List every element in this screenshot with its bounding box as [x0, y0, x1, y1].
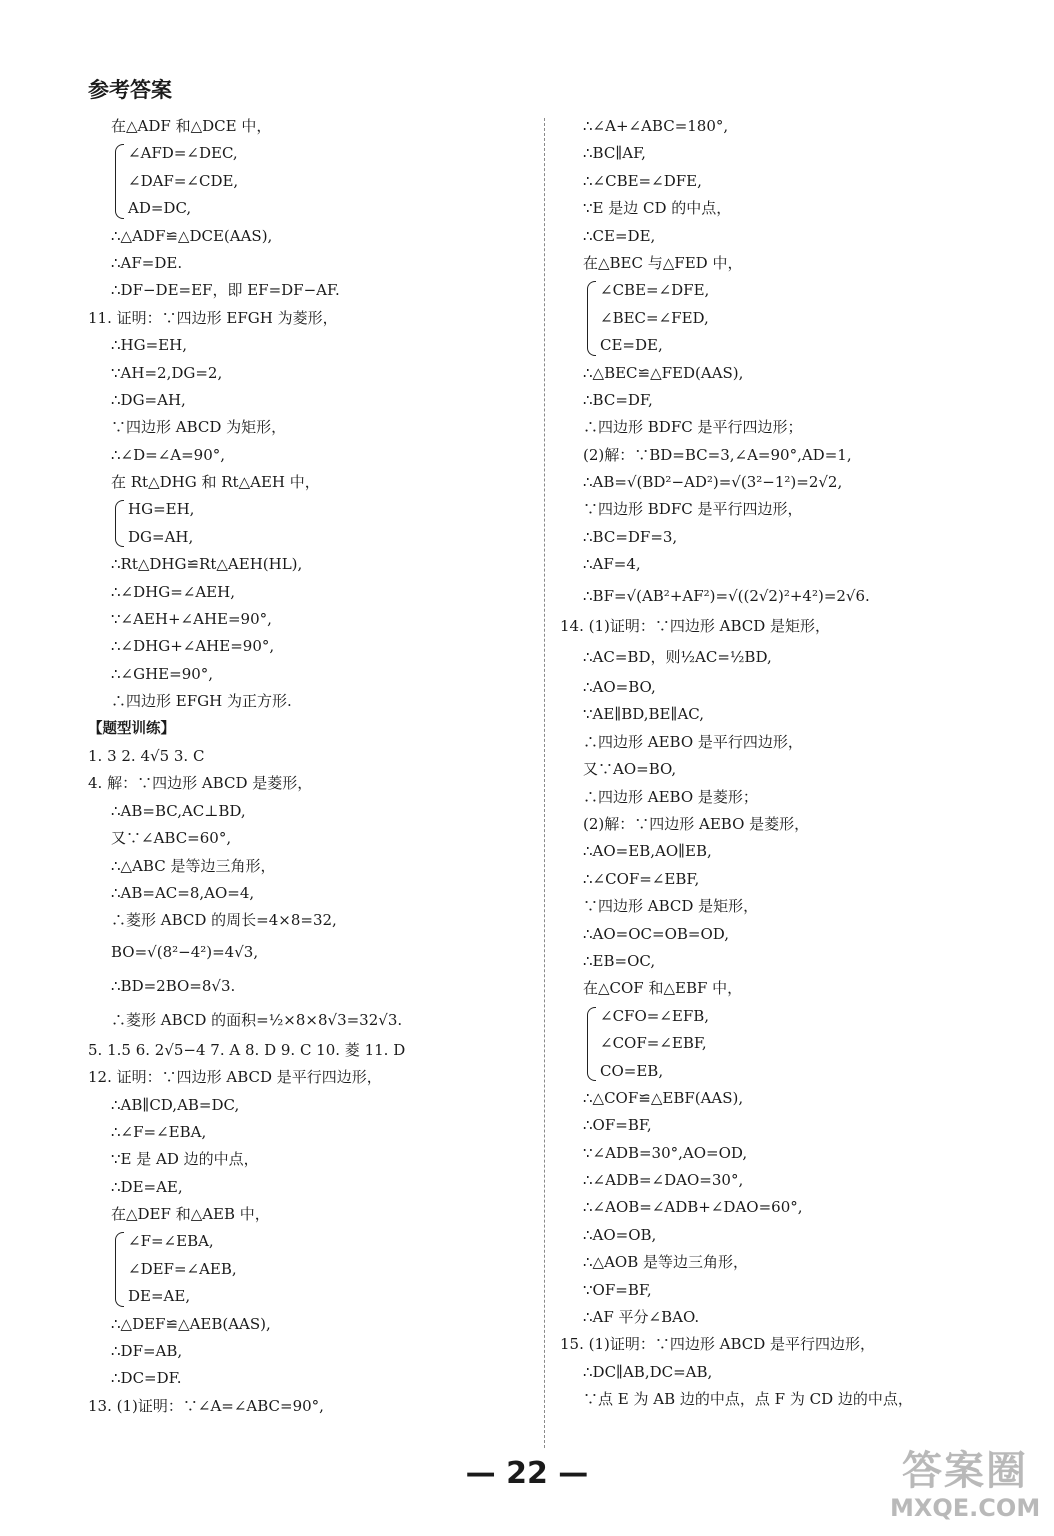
answer-line: 1. 3 2. 4√5 3. C [88, 746, 205, 765]
answer-line: 在△DEF 和△AEB 中， [111, 1205, 270, 1224]
answer-line: ∴△COF≌△EBF(AAS), [583, 1088, 744, 1107]
answer-line: 15. (1)证明：∵四边形 ABCD 是平行四边形， [560, 1335, 876, 1354]
brace-group [560, 1003, 1030, 1085]
answer-line: ∵OF=BF, [583, 1280, 652, 1299]
answer-line: ∠DAF=∠CDE, [128, 171, 239, 190]
answer-line: CO=EB, [600, 1061, 664, 1080]
answer-line: ∴CE=DE, [583, 226, 656, 245]
answer-line: ∴AF=4, [583, 555, 641, 574]
answer-line: 在△COF 和△EBF 中， [583, 979, 743, 998]
answer-line: 【题型训练】 [88, 720, 175, 737]
answer-line: ∵∠AEH+∠AHE=90°, [111, 610, 272, 629]
page-number: — 22 — [465, 1456, 589, 1491]
answer-line: ∴四边形 BDFC 是平行四边形； [583, 418, 803, 437]
answer-line: ∠AFD=∠DEC, [128, 144, 238, 163]
answer-line: ∴∠DHG+∠AHE=90°, [111, 637, 275, 656]
answer-line: ∴△BEC≌△FED(AAS), [583, 363, 744, 382]
answer-line: ∴DF=AB, [111, 1342, 183, 1361]
answer-line: 13. (1)证明：∵∠A=∠ABC=90°, [88, 1396, 324, 1415]
answer-line: ∴四边形 AEBO 是平行四边形， [583, 732, 803, 751]
answer-line: ∵E 是边 CD 的中点， [583, 199, 732, 218]
answer-line: (2)解：∵BD=BC=3,∠A=90°,AD=1, [583, 445, 852, 464]
answer-line: ∴AO=BO, [583, 678, 656, 697]
answer-line: ∴AB=AC=8,AO=4, [111, 883, 255, 902]
answer-line: 在△ADF 和△DCE 中， [111, 117, 272, 135]
answer-line: CE=DE, [600, 336, 663, 355]
answer-line: ∠BEC=∠FED, [600, 308, 709, 327]
answer-line: ∴∠D=∠A=90°, [111, 445, 226, 464]
answer-line: ∴AB=BC,AC⊥BD, [111, 801, 246, 820]
answer-line: ∴∠A+∠ABC=180°, [583, 117, 729, 135]
answer-line: ∴∠CBE=∠DFE, [583, 171, 702, 190]
answer-line: ∴∠ADB=∠DAO=30°, [583, 1171, 744, 1190]
answer-line: ∴四边形 EFGH 为正方形. [111, 692, 292, 711]
answer-line: ∴Rt△DHG≌Rt△AEH(HL), [111, 555, 303, 574]
answer-line: ∠CFO=∠EFB, [600, 1006, 710, 1025]
answer-line: ∴AF=DE. [111, 253, 183, 272]
column-divider [544, 118, 545, 1448]
answer-line: ∴菱形 ABCD 的面积=½×8×8√3=32√3. [111, 1010, 403, 1029]
answer-line: ∴BD=2BO=8√3. [111, 976, 236, 995]
answer-line: 14. (1)证明：∵四边形 ABCD 是矩形， [560, 616, 831, 635]
answer-line: HG=EH, [128, 500, 195, 519]
answer-line: ∴△ADF≌△DCE(AAS), [111, 226, 273, 245]
answer-line: ∴DC∥AB,DC=AB, [583, 1362, 713, 1381]
answer-line: ∴∠DHG=∠AEH, [111, 582, 235, 601]
answer-line: 又∵∠ABC=60°, [111, 829, 232, 848]
brace-group [88, 496, 528, 551]
answer-line: BO=√(8²−4²)=4√3, [111, 942, 259, 961]
answer-line: ∵∠ADB=30°,AO=OD, [583, 1143, 748, 1162]
brace-group [560, 277, 1030, 359]
answer-line: (2)解：∵四边形 AEBO 是菱形， [583, 814, 810, 833]
answer-line: ∴△DEF≌△AEB(AAS), [111, 1314, 271, 1333]
answer-line: ∠F=∠EBA, [128, 1232, 214, 1251]
answer-line: ∴AB=√(BD²−AD²)=√(3²−1²)=2√2, [583, 473, 843, 492]
answer-line: ∴四边形 AEBO 是菱形； [583, 787, 758, 806]
answer-line: AD=DC, [128, 199, 192, 218]
answer-line: ∴AB∥CD,AB=DC, [111, 1095, 240, 1114]
answer-line: ∴AC=BD，则½AC=½BD, [583, 648, 772, 667]
answer-line: ∵四边形 ABCD 是矩形， [583, 897, 759, 916]
answer-line: ∴DG=AH, [111, 390, 186, 409]
answer-line: ∴AO=OB, [583, 1225, 657, 1244]
page-title: 参考答案 [88, 78, 172, 102]
answer-line: 5. 1.5 6. 2√5−4 7. A 8. D 9. C 10. 菱 11. D [88, 1040, 406, 1059]
answer-line: ∴∠AOB=∠ADB+∠DAO=60°, [583, 1198, 803, 1217]
answer-line: ∵四边形 BDFC 是平行四边形， [583, 500, 803, 519]
answer-line: ∴DC=DF. [111, 1369, 182, 1388]
brace-group [88, 1228, 528, 1310]
answer-line: ∵E 是 AD 边的中点， [111, 1150, 259, 1169]
answer-line: DG=AH, [128, 527, 194, 546]
answer-line: ∴BC=DF=3, [583, 527, 678, 546]
answer-line: ∴AO=OC=OB=OD, [583, 924, 730, 943]
answer-line: 又∵AO=BO, [583, 760, 677, 779]
answer-line: ∠CBE=∠DFE, [600, 281, 710, 300]
brace-group [88, 140, 528, 222]
answer-line: 12. 证明：∵四边形 ABCD 是平行四边形， [88, 1068, 382, 1087]
answer-line: ∴△AOB 是等边三角形， [583, 1253, 749, 1272]
answer-line: ∴∠GHE=90°, [111, 664, 214, 683]
answer-line: ∴OF=BF, [583, 1116, 652, 1135]
right-column [560, 113, 1030, 1414]
answer-line: ∴△ABC 是等边三角形， [111, 856, 276, 875]
answer-line: ∵AH=2,DG=2, [111, 363, 223, 382]
answer-line: ∵AE∥BD,BE∥AC, [583, 705, 704, 724]
watermark-text: 答案圈 [902, 1448, 1028, 1494]
answer-line: ∴BF=√(AB²+AF²)=√((2√2)²+4²)=2√6. [583, 586, 870, 605]
answer-line: DE=AE, [128, 1287, 191, 1306]
answer-line: ∴∠COF=∠EBF, [583, 869, 700, 888]
answer-line: ∵点 E 为 AB 边的中点，点 F 为 CD 边的中点， [583, 1390, 913, 1409]
answer-line: 11. 证明：∵四边形 EFGH 为菱形， [88, 308, 338, 327]
answer-line: ∴HG=EH, [111, 336, 187, 355]
answer-line: ∵四边形 ABCD 为矩形， [111, 418, 287, 437]
answer-line: ∠DEF=∠AEB, [128, 1259, 237, 1278]
answer-line: ∴菱形 ABCD 的周长=4×8=32, [111, 911, 337, 930]
answer-line: ∴AF 平分∠BAO. [583, 1308, 700, 1327]
answer-line: ∴AO=EB,AO∥EB, [583, 842, 712, 861]
answer-line: 在△BEC 与△FED 中， [583, 253, 743, 272]
answer-line: ∠COF=∠EBF, [600, 1034, 707, 1053]
answer-line: ∴DE=AE, [111, 1177, 183, 1196]
watermark-logo [890, 1448, 1040, 1530]
watermark-url: MXQE.COM [890, 1494, 1041, 1522]
answer-line: ∴EB=OC, [583, 951, 656, 970]
answer-line: ∴BC∥AF, [583, 144, 646, 163]
left-column [88, 113, 528, 1420]
answer-line: ∴∠F=∠EBA, [111, 1122, 207, 1141]
answer-line: ∴DF−DE=EF，即 EF=DF−AF. [111, 281, 340, 300]
answer-line: ∴BC=DF, [583, 390, 653, 409]
answer-line: 4. 解：∵四边形 ABCD 是菱形， [88, 774, 313, 793]
answer-line: 在 Rt△DHG 和 Rt△AEH 中， [111, 473, 320, 492]
